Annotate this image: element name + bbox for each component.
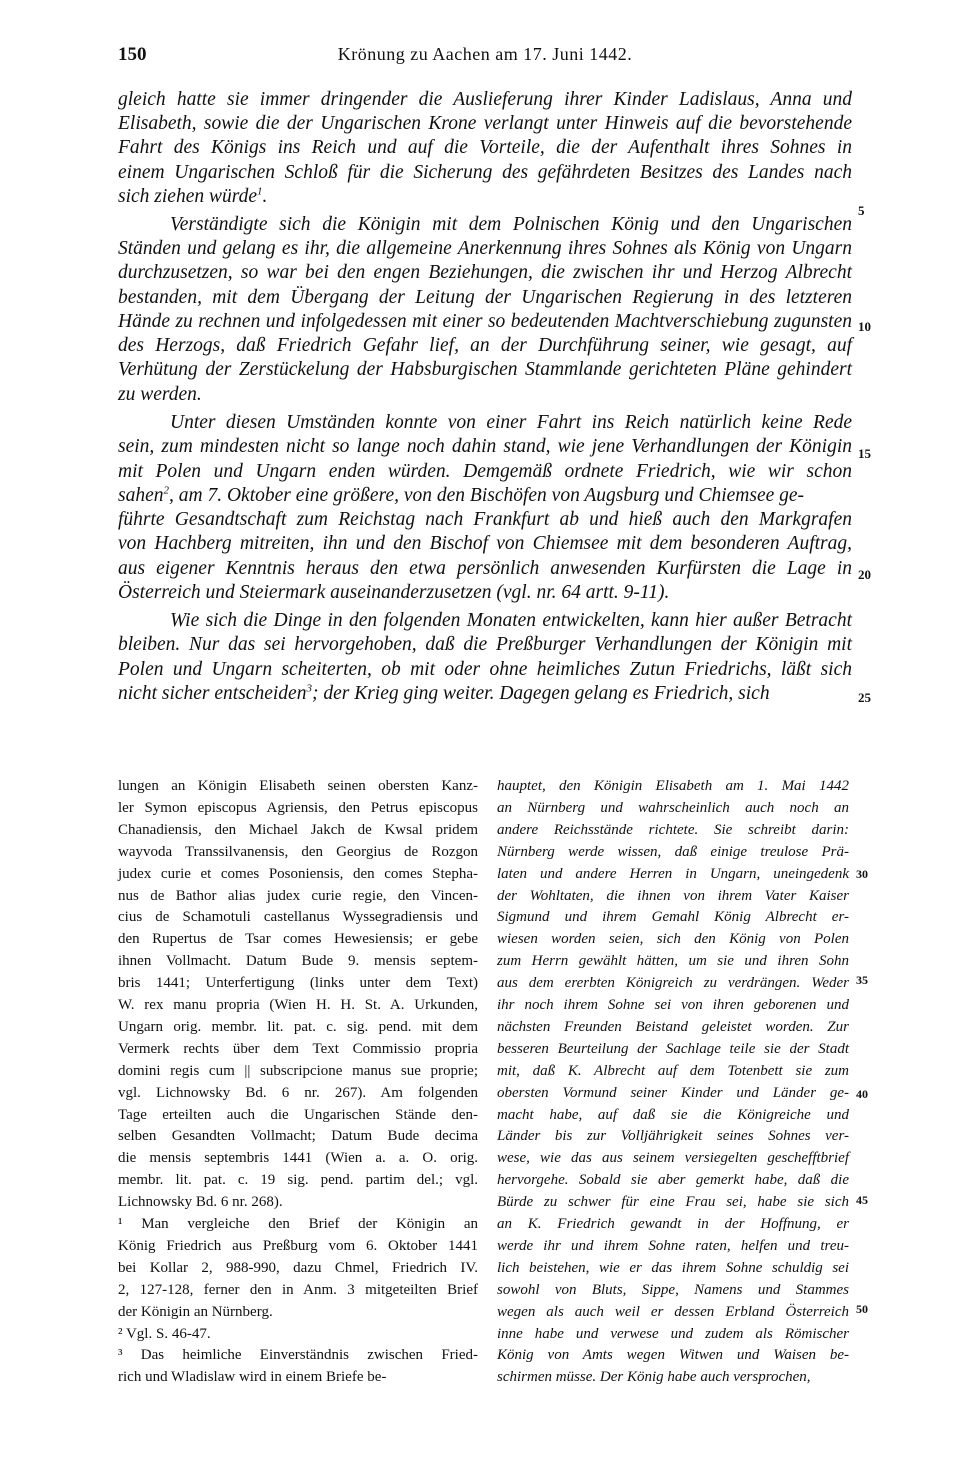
text-line: Fahrt des Königs ins Reich und auf die Vorteile, die der Aufenthalt ihres Sohnes in [118,137,852,158]
footnote-line: cius de Schamotuli castellanus Wyssegradiensis und [118,909,478,926]
text-line: Unter diesen Umständen konnte von einer Fahrt ins Reich natürlich keine Rede [170,412,852,433]
text-line: Wie sich die Dinge in den folgenden Monaten entwickelten, kann hier außer Betracht [170,610,852,631]
footnote-line: andere Reichsstände richtete. Sie schreibt darin: [497,821,849,838]
footnote-line: die mensis septembris 1441 (Wien a. a. O. orig. [118,1150,478,1167]
footnote-line: wayvoda Transsilvanensis, den Georgius de Rozgon [118,843,478,860]
footnote-line: aus dem ererbten Königreich zu verdrängen. Weder [497,975,849,992]
text-line: gleich hatte sie immer dringender die Auslieferung ihrer Kinder Ladislaus, Anna und [118,89,852,110]
footnote-line: 2, 127-128, ferner den in Anm. 3 mitgeteilten Brief [118,1281,478,1298]
footnote-line: wiesen worden seien, sich den König von Polen [497,931,849,948]
footnote-line: den Rupertus de Tsar comes Hewesiensis; er gebe [118,931,478,948]
footnote-line: lich beistehen, wie er das ihrem Sohne schuldig sei [497,1259,849,1276]
text-line: sein, zum mindesten nicht so lange noch dahin stand, wie jene Verhandlungen der Königin [118,436,852,457]
footnote-line: hauptet, den Königin Elisabeth am 1. Mai 1442 [497,778,849,794]
footnote-line: ler Symon episcopus Agriensis, den Petrus episcopus [118,799,478,816]
footnote-line: hervorgehe. Sobald sie aber gemerkt habe, daß die [497,1172,849,1189]
text-line: Polen und Ungarn scheiterten, ob mit oder ohne heimliches Zutun Friedrichs, läßt sich [118,659,852,680]
text-fragment: nicht sicher entscheiden [118,683,307,704]
footnote-line: lungen an Königin Elisabeth seinen obersten Kanz- [118,778,478,794]
text-line: mit Polen und Ungarn enden würden. Demgemäß ordnete Friedrich, wie wir schon [118,461,852,482]
text-line: aus eigener Kenntnis heraus den etwa persönlich anwesenden Kurfürsten die Lage in [118,558,852,579]
footnote-line: Chanadiensis, den Michael Jakch de Kwsal pridem [118,821,478,838]
line-number: 15 [858,446,871,461]
footnote-line: Nürnberg werde wissen, daß einige treulose Prä- [497,843,849,860]
footnote-line: Lichnowsky Bd. 6 nr. 268). [118,1194,283,1211]
footnote-line: laten und andere Herren in Ungarn, uneingedenk [497,865,849,882]
footnote-line: König Friedrich aus Preßburg vom 6. Oktober 1441 [118,1237,478,1254]
line-number: 10 [858,319,871,334]
text-line: zu werden. [118,384,202,405]
footnote-line: wese, wie das aus seinem versiegelten geschefftbrief [497,1150,849,1167]
footnote-line: bei Kollar 2, 988-990, dazu Chmel, Friedrich IV. [118,1259,478,1276]
footnote-ref: 1 [257,185,263,198]
line-number: 50 [856,1302,868,1316]
footnote-line: Bürde zu schwer für eine Frau sei, habe sie sich [497,1194,849,1211]
footnote-line: zum Herrn gewählt hätten, um sie und ihren Sohn [497,953,849,970]
footnote-line: membr. lit. pat. c. 19 sig. pend. partim del.; vgl. [118,1172,478,1189]
text-fragment: , am 7. Oktober eine größere, von den Bischöfen von Augsburg und Chiemsee ge- [169,485,805,506]
text-line: Elisabeth, sowie die der Ungarischen Krone verlangt unter Hinweis auf die bevorstehende [118,113,852,134]
footnote-line: bris 1441; Unterfertigung (links unter dem Text) [118,975,478,992]
text-fragment: sahen [118,485,164,506]
footnote-line: der Wohltaten, die ihnen von ihrem Vater Kaiser [497,887,849,904]
footnote-line: Tage erteilten auch die Ungarischen Stände den- [118,1106,478,1123]
footnote-line: besseren Beurteilung der Sachlage teile sie der Stadt [497,1040,849,1057]
text-line: durchzusetzen, so war bei den engen Beziehungen, die zwischen ihr und Herzog Albrecht [118,262,852,283]
footnote-line: ² Vgl. S. 46-47. [118,1325,211,1342]
text-line: des Herzogs, daß Friedrich Gefahr lief, an der Durchführung seiner, wie gesagt, auf [118,335,852,356]
running-title: Krönung zu Aachen am 17. Juni 1442. [337,44,633,64]
footnote-line: obersten Vormund seiner Kinder und Länder ge- [497,1084,849,1101]
footnote-line: ihnen Vollmacht. Datum Bude 9. mensis septem- [118,953,478,970]
footnote-line: sowohl von Bluts, Sippe, Namens und Stammes [497,1281,849,1298]
footnote-line: an Nürnberg und wahrscheinlich auch noch an [497,799,849,816]
text-line: von Hachberg mitreiten, ihn und den Bischof von Chiemsee mit dem besonderen Auftrag, [118,533,852,554]
text-fragment: . [262,186,268,207]
footnote-line: der Königin an Nürnberg. [118,1303,273,1320]
text-line: führte Gesandtschaft zum Reichstag nach Frankfurt ab und hieß auch den Markgrafen [118,509,852,530]
page-header [118,44,852,74]
text-line: Verhütung der Zerstückelung der Habsburgischen Stammlande gerichteten Pläne gehindert [118,359,852,380]
text-line: bleiben. Nur das sei hervorgehoben, daß die Preßburger Verhandlungen der Königin mit [118,634,852,655]
line-number: 35 [856,973,868,987]
footnote-line: domini regis cum || subscripcione manus sue proprie; [118,1062,478,1079]
line-number: 25 [858,690,871,705]
text-line: Hände zu rechnen und infolgedessen mit einer so bedeutenden Machtverschiebung zugunsten [118,311,852,332]
text-line: bestanden, mit dem Übergang der Leitung der Ungarischen Regierung in des letzteren [118,287,852,308]
footnote-line: nus de Bathor alias judex curie regie, den Vincen- [118,887,478,904]
footnote-line: mit, daß K. Albrecht auf dem Totenbett sie zum [497,1062,849,1079]
footnote-line: vgl. Lichnowsky Bd. 6 nr. 267). Am folgenden [118,1084,478,1101]
footnote-line: ihr noch ihrem Sohne sei von ihren geborenen und [497,997,849,1013]
footnote-line: selben Gesandten Vollmacht; Datum Bude decima [118,1128,478,1145]
text-line: Verständigte sich die Königin mit dem Polnischen König und den Ungarischen [170,214,852,235]
page-number: 150 [118,44,147,65]
footnote-line: Sigmund und ihrem Gemahl König Albrecht er- [497,909,849,926]
footnote-line: König von Amts wegen Witwen und Waisen be- [497,1347,849,1364]
text-fragment: ; der Krieg ging weiter. Dagegen gelang es Friedrich, sich [311,683,770,704]
line-number: 5 [858,203,865,218]
text-line: einem Ungarischen Schloß für die Sicherung des gefährdeten Besitzes des Landes nach [118,162,852,183]
footnote-line: Ungarn orig. membr. lit. pat. c. sig. pend. mit dem [118,1018,478,1035]
footnote-ref: 2 [163,484,169,497]
text-line [118,185,852,209]
line-number: 30 [856,867,868,881]
footnote-line: werde ihr und ihrem Sohne raten, helfen und treu- [497,1237,849,1254]
footnote-line: rich und Wladislaw wird in einem Briefe be- [118,1369,387,1386]
footnote-line: ³ Das heimliche Einverständnis zwischen Fried- [118,1347,478,1364]
text-line [118,484,852,508]
footnote-line: schirmen müsse. Der König habe auch versprochen, [497,1369,811,1386]
footnote-line: inne habe und verwese und zudem als Römischer [497,1325,849,1342]
footnote-line: macht habe, auf daß sie die Königreiche und [497,1106,849,1123]
text-line [118,682,852,706]
footnote-line: nächsten Freunden Beistand geleistet worden. Zur [497,1018,849,1035]
footnote-line: ¹ Man vergleiche den Brief der Königin an [118,1216,478,1232]
footnote-line: Länder bis zur Volljährigkeit seines Sohnes ver- [497,1128,849,1145]
footnote-line: W. rex manu propria (Wien H. H. St. A. Urkunden, [118,997,478,1013]
footnote-line: Vermerk rechts über dem Text Commissio propria [118,1040,478,1057]
text-line: Ständen und gelang es ihr, die allgemeine Anerkennung ihres Sohnes als König von Ungarn [118,238,852,259]
footnote-line: wegen als auch weil er dessen Erbland Österreich [497,1303,849,1320]
footnote-line: judex curie et comes Posoniensis, den comes Stepha- [118,865,478,882]
line-number: 20 [858,567,871,582]
line-number: 40 [856,1087,868,1101]
text-fragment: sich ziehen würde [118,186,258,207]
text-line: Österreich und Steiermark auseinanderzusetzen (vgl. nr. 64 artt. 9-11). [118,582,670,603]
footnote-ref: 3 [306,682,312,695]
footnote-line: an K. Friedrich gewandt in der Hoffnung, er [497,1216,849,1232]
line-number: 45 [856,1193,868,1207]
